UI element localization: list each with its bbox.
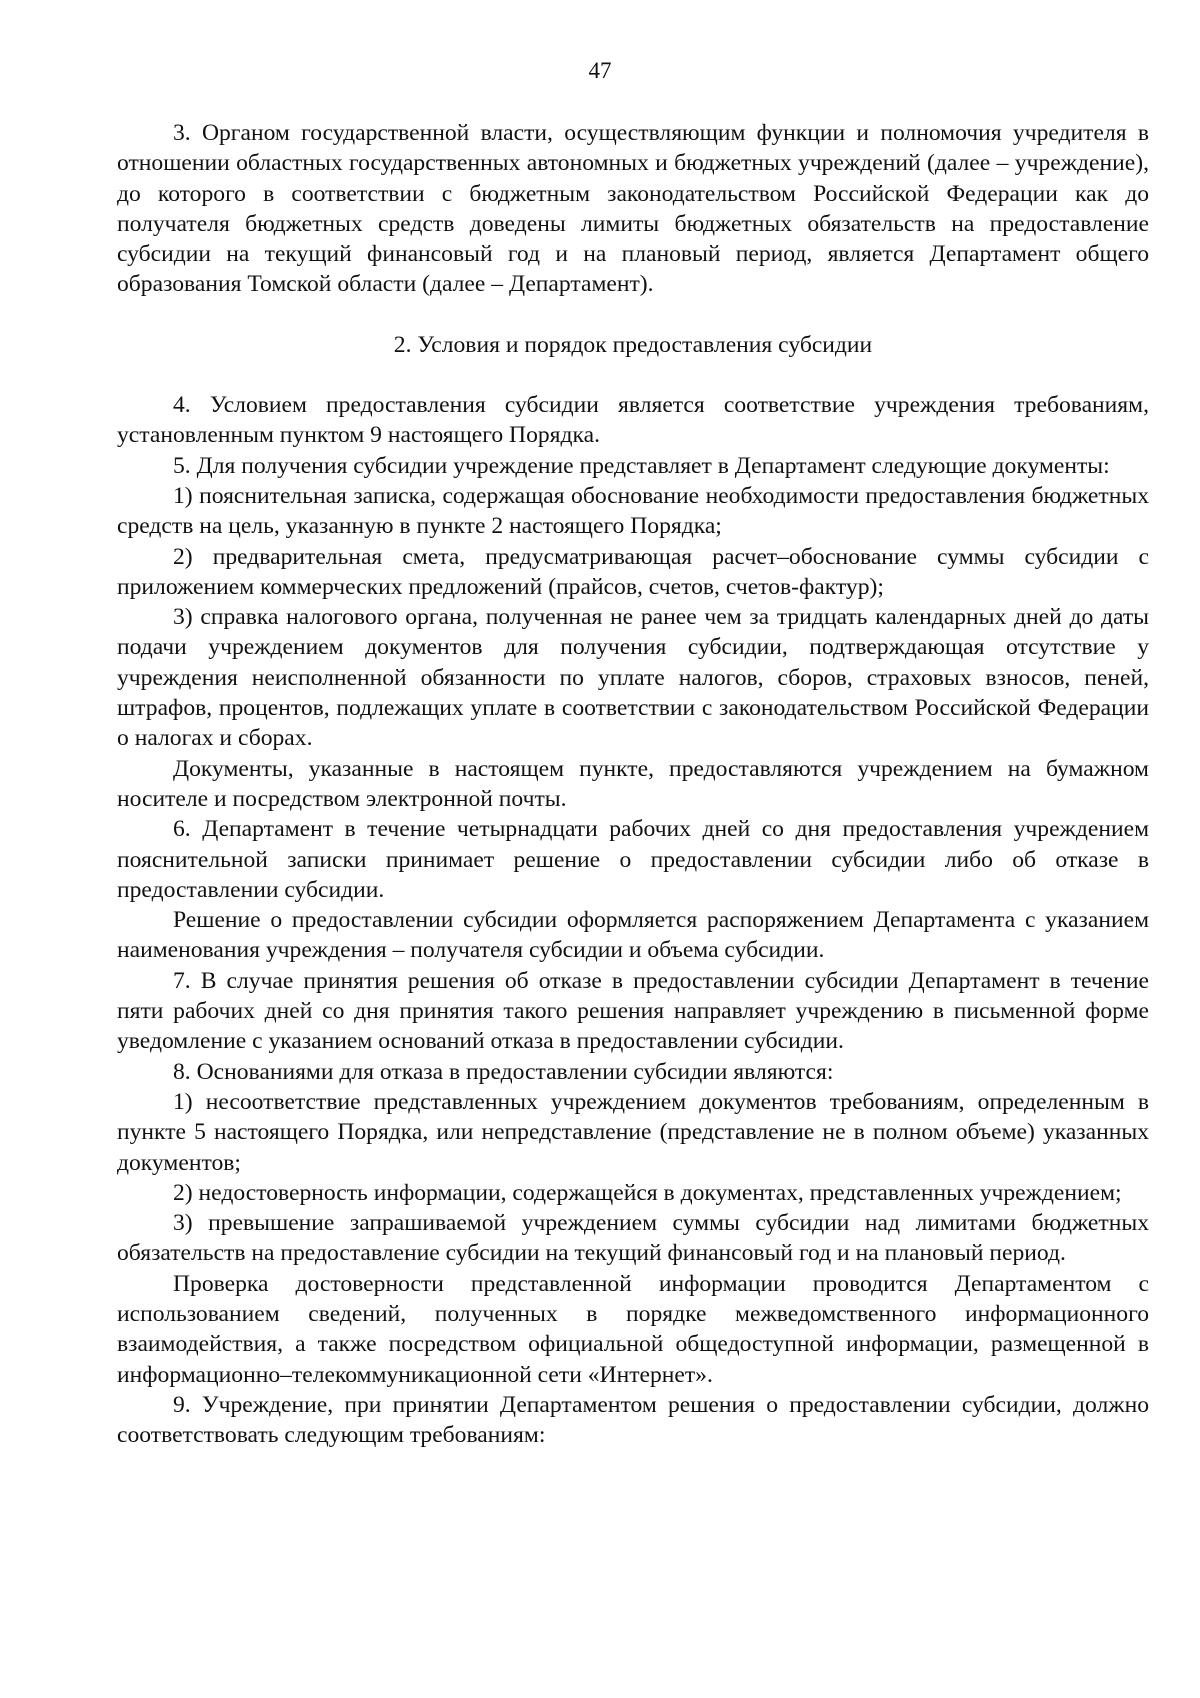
paragraph-8-item-3: 3) превышение запрашиваемой учреждением суммы субсидии над лимитами бюджетных обязательств на предоставление субсидии на текущий финансовый год и на плановый период. bbox=[117, 1210, 1149, 1267]
section-heading: 2. Условия и порядок предоставления субсидии bbox=[393, 331, 873, 358]
paragraph-5-item-3: 3) справка налогового органа, полученная не ранее чем за тридцать календарных дней до даты подачи учреждением документов для получения субсидии, подтверждающая отсутствие у учреждения неисполненной обязанности по уплате налогов, сборов, страховых взносов, пеней, штрафов, процентов, подлежащих уплате в соответствии с законодательством Российской Федерации о налогах и сборах. bbox=[117, 604, 1149, 752]
paragraph-8: 8. Основаниями для отказа в предоставлении субсидии являются: bbox=[173, 1058, 834, 1085]
paragraph-7: 7. В случае принятия решения об отказе в предоставлении субсидии Департамент в течение пяти рабочих дней со дня принятия такого решения направляет учреждению в письменной форме уведомление с указанием оснований отказа в предоставлении субсидии. bbox=[117, 967, 1149, 1055]
paragraph-5: 5. Для получения субсидии учреждение представляет в Департамент следующие документы: bbox=[173, 452, 1110, 479]
paragraph-6-note: Решение о предоставлении субсидии оформляется распоряжением Департамента с указанием наименования учреждения – получателя субсидии и объема субсидии. bbox=[117, 907, 1149, 964]
document-body bbox=[117, 118, 1149, 1450]
paragraph-9: 9. Учреждение, при принятии Департаментом решения о предоставлении субсидии, должно соответствовать следующим требованиям: bbox=[117, 1391, 1149, 1449]
paragraph-5-item-1: 1) пояснительная записка, содержащая обоснование необходимости предоставления бюджетных средств на цель, указанную в пункте 2 настоящего Порядка; bbox=[117, 482, 1149, 540]
paragraph-8-item-1: 1) несоответствие представленных учреждением документов требованиям, определенным в пункте 5 настоящего Порядка, или непредставление (представление не в полном объеме) указанных документов; bbox=[117, 1088, 1149, 1176]
paragraph-8-note: Проверка достоверности представленной информации проводится Департаментом с использованием сведений, полученных в порядке межведомственного информационного взаимодействия, а также посредством официальной общедоступной информации, размещенной в информационно–телекоммуникационной сети «Интернет». bbox=[117, 1270, 1149, 1388]
paragraph-5-item-2: 2) предварительная смета, предусматривающая расчет–обоснование суммы субсидии с приложением коммерческих предложений (прайсов, счетов, счетов-фактур); bbox=[117, 543, 1149, 600]
paragraph-6: 6. Департамент в течение четырнадцати рабочих дней со дня предоставления учреждением пояснительной записки принимает решение о предоставлении субсидии либо об отказе в предоставлении субсидии. bbox=[117, 816, 1149, 903]
page-number: 47 bbox=[588, 58, 612, 83]
paragraph-3: 3. Органом государственной власти, осуществляющим функции и полномочия учредителя в отношении областных государственных автономных и бюджетных учреждений (далее – учреждение), до которого в соответствии с бюджетным законодательством Российской Федерации как до получателя бюджетных средств доведены лимиты бюджетных обязательств на предоставление субсидии на текущий финансовый год и на плановый период, является Департамент общего образования Томской области (далее – Департамент). bbox=[117, 120, 1149, 298]
paragraph-5-note: Документы, указанные в настоящем пункте, предоставляются учреждением на бумажном носителе и посредством электронной почты. bbox=[117, 755, 1149, 812]
paragraph-8-item-2: 2) недостоверность информации, содержащейся в документах, представленных учреждением; bbox=[173, 1179, 1122, 1206]
paragraph-4: 4. Условием предоставления субсидии является соответствие учреждения требованиям, установленным пунктом 9 настоящего Порядка. bbox=[117, 392, 1149, 449]
